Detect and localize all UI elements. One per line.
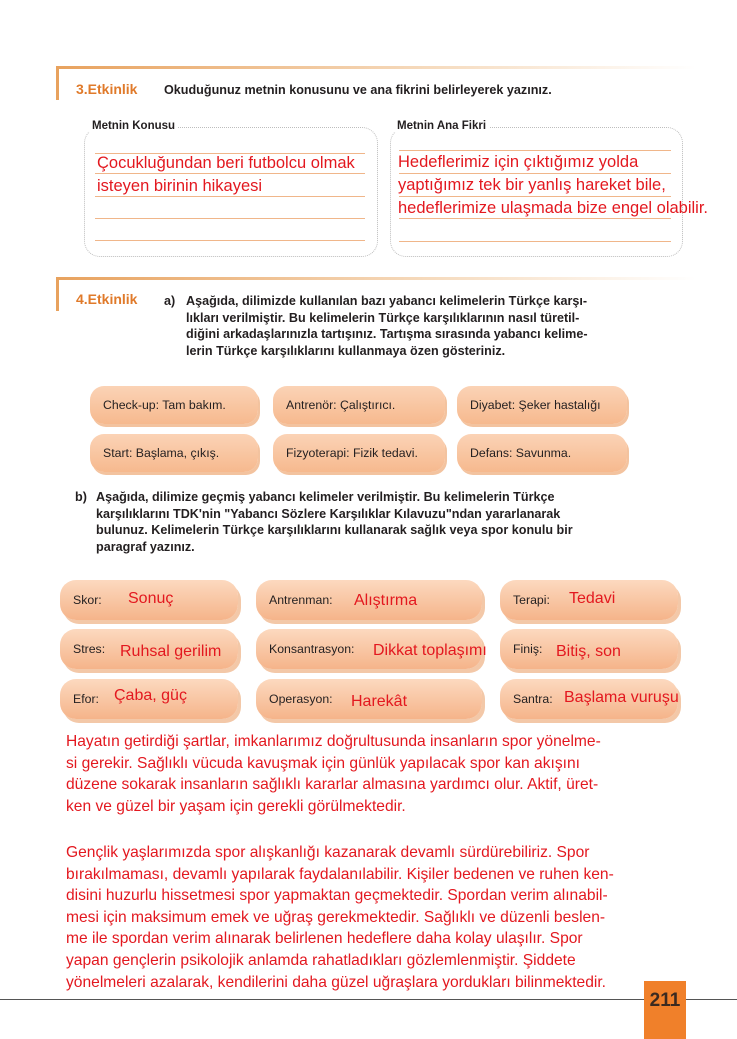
word-pill: Diyabet: Şeker hastalığı — [457, 386, 627, 424]
term-pill: Terapi: — [500, 580, 678, 620]
ruled-line — [95, 218, 365, 219]
term-pill: Operasyon: — [256, 679, 482, 719]
idea-title: Metnin Ana Fikri — [394, 120, 489, 132]
idea-answer-line: yaptığımız tek bir yanlış hareket bile, — [398, 176, 666, 194]
term-pill: Finiş: — [500, 629, 678, 669]
activity3-instruction: Okuduğunuz metnin konusunu ve ana fikrini belirleyerek yazınız. — [164, 83, 552, 97]
idea-answer-line: Hedeflerimiz için çıktığımız yolda — [398, 153, 639, 171]
term-pill: Santra: — [500, 679, 678, 719]
section-divider — [56, 66, 696, 69]
topic-answer-line: Çocukluğundan beri futbolcu olmak — [97, 154, 355, 172]
term-pill: Antrenman: — [256, 580, 482, 620]
term-pill: Stres: — [60, 629, 238, 669]
activity4-label: 4.Etkinlik — [76, 291, 138, 307]
ruled-line — [399, 241, 671, 242]
idea-answer-line: hedeflerimize ulaşmada bize engel olabilir. — [398, 199, 709, 217]
term-answer: Harekât — [351, 693, 408, 710]
ruled-line — [95, 173, 365, 174]
term-pill: Skor: — [60, 580, 238, 620]
section-marker — [56, 277, 59, 311]
term-answer: Sonuç — [128, 590, 174, 607]
footer-line — [0, 999, 737, 1000]
ruled-line — [399, 173, 671, 174]
topic-title: Metnin Konusu — [89, 120, 178, 132]
term-pill: Efor: — [60, 679, 238, 719]
ruled-line — [95, 196, 365, 197]
term-answer: Dikkat toplaşımı — [373, 642, 487, 659]
term-answer: Başlama vuruşu — [564, 689, 679, 706]
answer-paragraph: Gençlik yaşlarımızda spor alışkanlığı kazanarak devamlı sürdürebiliriz. Spor bırakılmaması, devamlı yapılarak faydalanılabilir. Kişiler bedenen ve ruhen ken- disini huzurlu hissetmesi spor yapmaktan geçmektedir. Spordan verim alınabil- mesi için maksimum emek ve uğraş gerekmektedir. Sağlıklı ve düzenli beslen- me ile spordan verim alınarak belirlenen hedeflere daha kolay ulaşılır. Spor yapan gençlerin psikolojik anlamda rahatladıkları gözlemlenmiştir. Şiddete yönelmeleri azalarak, kendilerini daha güzel uğraşlara yordukları bilinmektedir. — [66, 844, 614, 991]
ruled-line — [399, 196, 671, 197]
word-pill: Antrenör: Çalıştırıcı. — [273, 386, 445, 424]
term-answer: Bitiş, son — [556, 643, 621, 660]
term-pill: Konsantrasyon: — [256, 629, 482, 669]
term-answer: Tedavi — [569, 590, 616, 607]
ruled-line — [399, 218, 671, 219]
activity3-label: 3.Etkinlik — [76, 81, 138, 97]
word-pill: Defans: Savunma. — [457, 434, 627, 472]
term-answer: Alıştırma — [354, 592, 418, 609]
part-a-marker: a) — [164, 294, 176, 308]
ruled-line — [95, 240, 365, 241]
part-a-instruction: Aşağıda, dilimizde kullanılan bazı yabancı kelimelerin Türkçe karşı- lıkları verilmiştir. Bu kelimelerin Türkçe karşılıklarının nasıl türetil- diğini arkadaşlarınızla tartışınız. Tartışma sırasında yabancı kelime- lerin Türkçe karşılıklarını kullanmaya özen gösteriniz. — [186, 294, 588, 358]
word-pill: Fizyoterapi: Fizik tedavi. — [273, 434, 445, 472]
word-pill: Start: Başlama, çıkış. — [90, 434, 258, 472]
word-pill: Check-up: Tam bakım. — [90, 386, 258, 424]
ruled-line — [399, 150, 671, 151]
term-answer: Çaba, güç — [114, 687, 187, 704]
section-marker — [56, 66, 59, 100]
part-b-marker: b) — [75, 490, 87, 504]
part-b-instruction: Aşağıda, dilimize geçmiş yabancı kelimeler verilmiştir. Bu kelimelerin Türkçe karşılıklarını TDK'nin "Yabancı Sözlere Karşılıklar Kılavuzu"ndan yararlanarak bulunuz. Kelimelerin Türkçe karşılıklarını kullanarak sağlık veya spor konulu bir paragraf yazınız. — [96, 490, 573, 554]
answer-paragraph: Hayatın getirdiği şartlar, imkanlarımız doğrultusunda insanların spor yönelme- si gerekir. Sağlıklı vücuda kavuşmak için günlük yapılacak spor kan akışını düzene sokarak insanların sağlıklı kararlar almasına yardımcı olur. Aktif, üret- ken ve güzel bir yaşam için gerekli görülmektedir. — [66, 733, 601, 815]
topic-answer-line: isteyen birinin hikayesi — [97, 177, 263, 195]
term-answer: Ruhsal gerilim — [120, 643, 222, 660]
section-divider — [56, 277, 696, 280]
page-number: 211 — [644, 981, 686, 1039]
